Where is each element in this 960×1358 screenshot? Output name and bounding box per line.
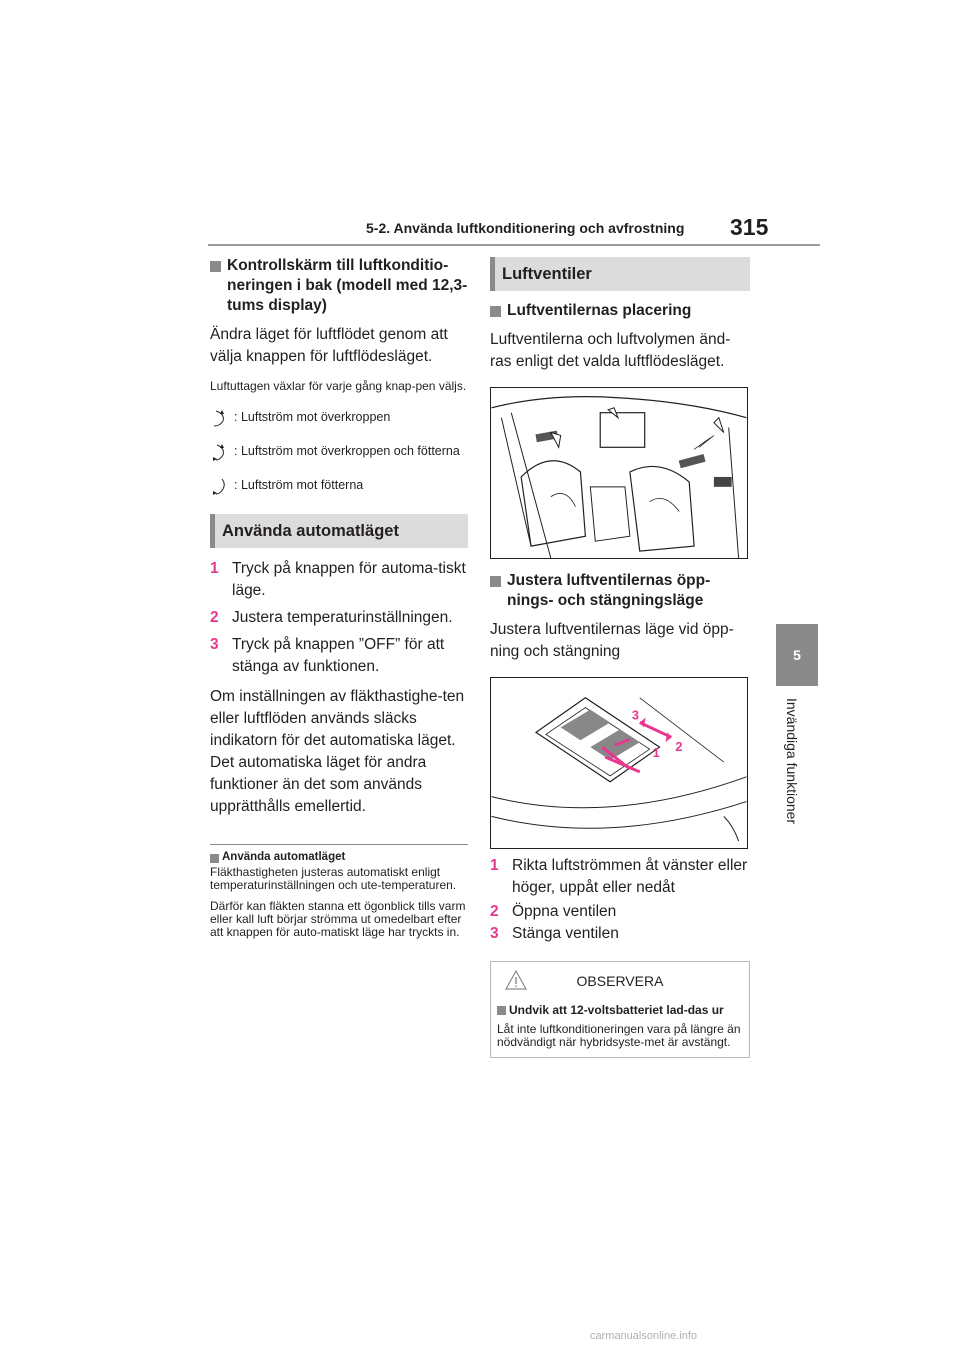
section-heading-auto: Använda automatläget [210, 514, 468, 548]
callout-label-1: 1 [652, 745, 660, 761]
bullet-square-icon [210, 261, 221, 272]
legend-item: : Luftström mot fötterna [210, 476, 468, 498]
right-column [490, 252, 750, 1058]
step-item: 1 Rikta luftströmmen åt vänster eller höger, uppåt eller nedåt [490, 857, 748, 896]
airflow-upper-body-feet-icon [210, 442, 232, 464]
vent-location-illustration [490, 387, 748, 559]
warning-box [490, 961, 750, 1058]
chapter-tab[interactable]: 5 [776, 624, 818, 686]
step-item: 3 Tryck på knappen ”OFF” för att stänga av funktionen. [210, 636, 445, 675]
bullet-square-icon [210, 854, 219, 863]
airflow-feet-icon [210, 476, 232, 498]
ceiling-vent-illustration [491, 678, 747, 848]
paragraph: Ändra läget för luftflödet genom att välja knappen för luftflödesläget. [210, 326, 448, 365]
note-divider [210, 844, 468, 845]
left-column [210, 252, 468, 939]
warning-header [491, 962, 749, 1000]
car-interior-illustration [491, 388, 747, 558]
paragraph: Luftventilerna och luftvolymen änd-ras enligt det valda luftflödesläget. [490, 331, 731, 370]
step-item: 2 Öppna ventilen [490, 903, 617, 920]
legend-item: : Luftström mot överkroppen [210, 408, 468, 430]
bullet-square-icon [490, 576, 501, 587]
bullet-square-icon [497, 1006, 506, 1015]
bullet-square-icon [490, 306, 501, 317]
chapter-label-container [784, 698, 808, 838]
vent-steps [490, 855, 750, 945]
vent-adjust-heading: Justera luftventilernas öpp-nings- och stängningsläge [490, 571, 750, 611]
vent-location-heading: Luftventilernas placering [490, 301, 750, 321]
note-paragraph: Därför kan fläkten stanna ett ögonblick tills varm eller kall luft börjar strömma ut omedelbart efter att knappen för auto-matiskt läge har tryckts in. [210, 899, 466, 939]
legend-item: : Luftström mot överkroppen och fötterna [210, 442, 468, 464]
callout-label-2: 2 [675, 739, 683, 755]
step-item: 3 Stänga ventilen [490, 925, 619, 942]
paragraph-small: Luftuttagen växlar för varje gång knap-pen väljs. [210, 379, 467, 393]
callout-label-3: 3 [631, 707, 639, 723]
paragraph: Justera luftventilernas läge vid öpp-ning och stängning [490, 621, 734, 660]
warning-subheading: Undvik att 12-voltsbatteriet lad-das ur [497, 1004, 743, 1017]
rear-control-heading: Kontrollskärm till luftkonditio-neringen i bak (modell med 12,3-tums display) [210, 256, 468, 316]
auto-steps [210, 558, 468, 678]
airflow-upper-body-icon [210, 408, 232, 430]
step-item: 1 Tryck på knappen för automa-tiskt läge. [210, 560, 466, 599]
chapter-label: Invändiga funktioner [784, 698, 800, 825]
warning-content [491, 1004, 749, 1049]
step-item: 2 Justera temperaturinställningen. [210, 609, 453, 626]
note-heading: Använda automatläget [210, 851, 468, 863]
note-paragraph: Fläkthastigheten justeras automatiskt enligt temperaturinställningen och ute-temperaturen. [210, 865, 457, 892]
warning-triangle-icon [505, 970, 527, 990]
warning-title: OBSERVERA [576, 973, 664, 989]
page-number: 315 [730, 214, 769, 240]
paragraph: Om inställningen av fläkthastighe-ten eller luftflöden används släcks indikatorn för det automatiska läget. Det automatiska läget för andra funktioner än det som används upprätthålls emellertid. [210, 688, 465, 815]
section-title: 5-2. Använda luftkonditionering och avfrostning [366, 220, 685, 236]
warning-text: Låt inte luftkonditioneringen vara på längre än nödvändigt när hybridsyste-met är avstängt. [497, 1022, 741, 1049]
footer-watermark: carmanualsonline.info [590, 1330, 698, 1342]
vent-adjust-illustration [490, 677, 748, 849]
section-heading-vents: Luftventiler [490, 257, 750, 291]
header-divider [208, 244, 820, 246]
